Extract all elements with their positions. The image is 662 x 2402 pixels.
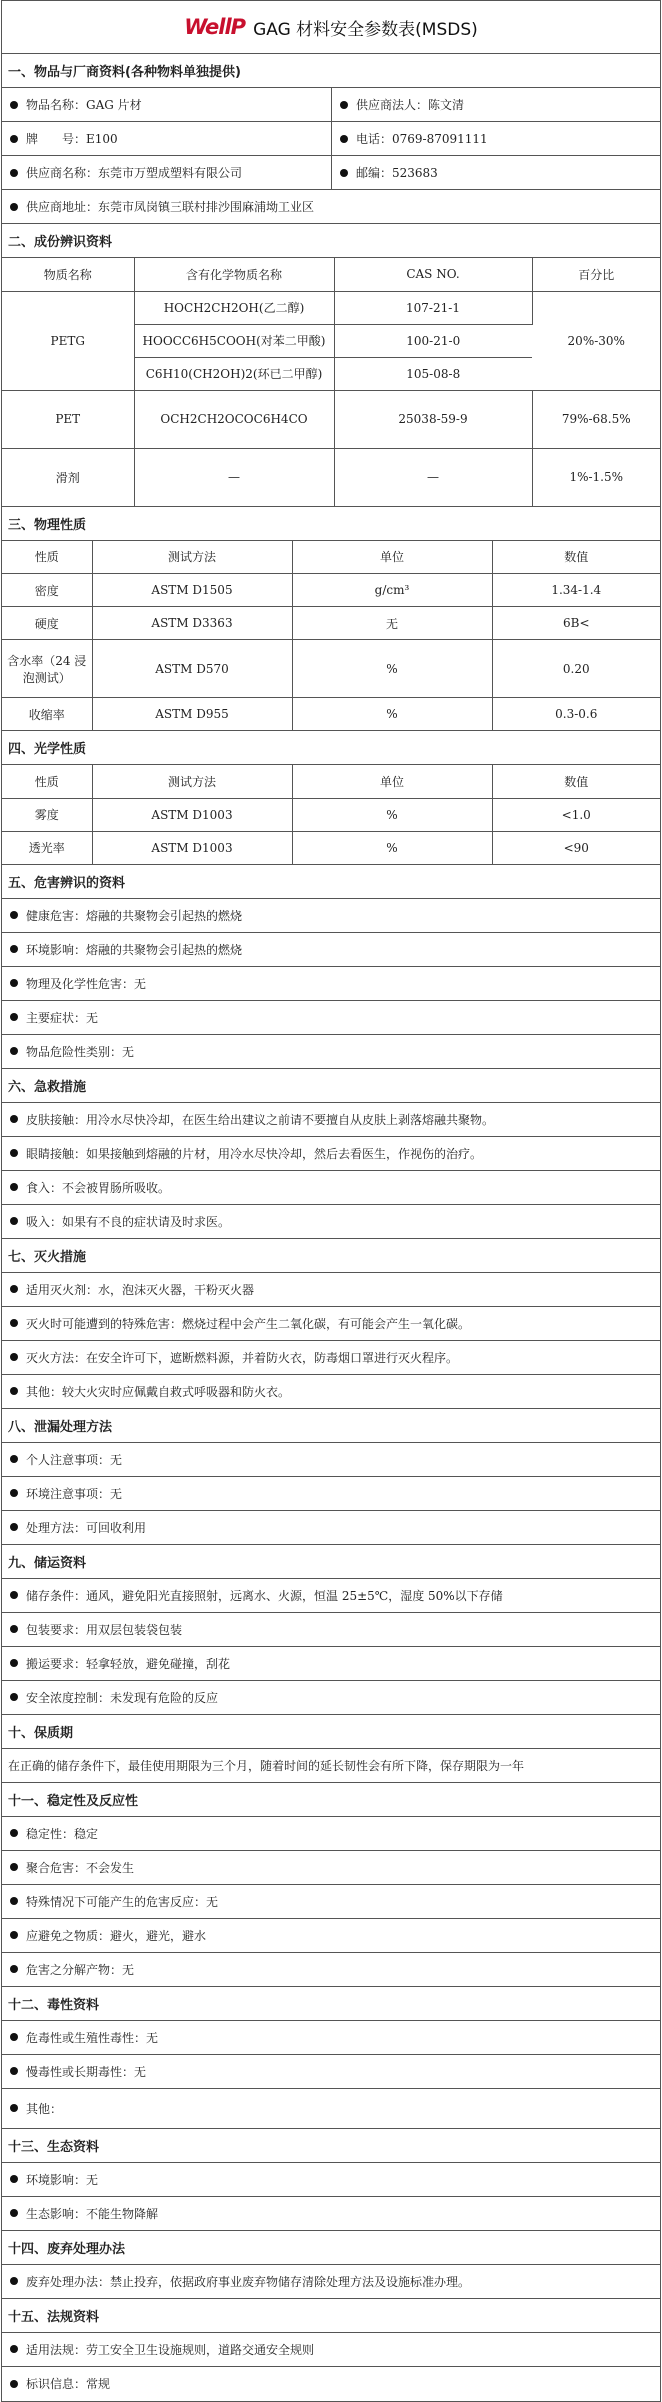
msds-document	[1, 0, 661, 2402]
item-text: 其他：	[26, 2101, 63, 2116]
table-header: 性质	[2, 765, 92, 798]
table-cell: 20%-30%	[532, 291, 660, 390]
table-cell: 密度	[2, 574, 92, 607]
table-row	[2, 640, 660, 698]
table-cell: ASTM D955	[92, 698, 292, 731]
phone: 电话：0769-87091111	[356, 132, 488, 146]
table-cell: —	[334, 448, 532, 506]
table-cell: PETG	[2, 291, 134, 390]
table-cell: ASTM D1505	[92, 574, 292, 607]
item-text: 环境影响：无	[26, 2172, 99, 2187]
info-row	[2, 88, 660, 122]
bullet-icon	[10, 1625, 18, 1633]
table-cell: —	[134, 448, 334, 506]
item-text: 生态影响：不能生物降解	[26, 2206, 159, 2221]
list-item	[2, 1443, 660, 1477]
section-title: 十、保质期	[2, 1715, 660, 1749]
table-header-row	[2, 258, 660, 291]
list-item	[2, 1817, 660, 1851]
table-cell: %	[292, 798, 492, 831]
table-row	[2, 607, 660, 640]
table-row	[2, 574, 660, 607]
bullet-icon	[10, 1149, 18, 1157]
table-header: 数值	[492, 765, 660, 798]
bullet-icon	[10, 135, 18, 143]
table-cell: 收缩率	[2, 698, 92, 731]
list-item	[2, 899, 660, 933]
section-title: 七、灭火措施	[2, 1239, 660, 1273]
list-item	[2, 1273, 660, 1307]
table-cell: 6B<	[492, 607, 660, 640]
table-cell: 105-08-8	[334, 357, 532, 390]
table-cell: 79%-68.5%	[532, 390, 660, 448]
table-header: 物质名称	[2, 258, 134, 291]
table-row	[2, 390, 660, 448]
table-header-row	[2, 541, 660, 574]
info-row	[2, 156, 660, 190]
info-row	[2, 190, 660, 224]
item-text: 物理及化学性危害：无	[26, 976, 147, 991]
table-cell: %	[292, 640, 492, 698]
supplier-rep: 供应商法人：陈文清	[356, 98, 465, 112]
bullet-icon	[10, 1523, 18, 1531]
table-cell: 1.34-1.4	[492, 574, 660, 607]
list-item	[2, 2197, 660, 2231]
item-text: 危毒性或生殖性毒性：无	[26, 2030, 159, 2045]
list-item	[2, 1919, 660, 1953]
section-title: 五、危害辨识的资料	[2, 865, 660, 899]
table-header: 测试方法	[92, 541, 292, 574]
bullet-icon	[340, 101, 348, 109]
document-header	[2, 1, 660, 54]
table-cell: OCH2CH2OCOC6H4CO	[134, 390, 334, 448]
section-title: 三、物理性质	[2, 507, 660, 541]
bullet-icon	[10, 1693, 18, 1701]
list-item	[2, 2021, 660, 2055]
bullet-icon	[10, 2345, 18, 2353]
table-cell: 透光率	[2, 831, 92, 864]
list-item	[2, 1375, 660, 1409]
table-cell: ASTM D1003	[92, 831, 292, 864]
bullet-icon	[10, 1897, 18, 1905]
table-header: CAS NO.	[334, 258, 532, 291]
table-header: 数值	[492, 541, 660, 574]
section-title: 六、急救措施	[2, 1069, 660, 1103]
item-text: 环境注意事项：无	[26, 1486, 123, 1501]
table-cell: %	[292, 698, 492, 731]
bullet-icon	[10, 1489, 18, 1497]
table-cell: ASTM D570	[92, 640, 292, 698]
table-cell: PET	[2, 390, 134, 448]
bullet-icon	[10, 1285, 18, 1293]
list-item	[2, 2089, 660, 2129]
table-cell: 硬度	[2, 607, 92, 640]
section-title: 十四、废弃处理办法	[2, 2231, 660, 2265]
list-item	[2, 967, 660, 1001]
section-title: 九、储运资料	[2, 1545, 660, 1579]
table-cell: 0.3-0.6	[492, 698, 660, 731]
list-item	[2, 2333, 660, 2367]
table-cell: g/cm³	[292, 574, 492, 607]
item-text: 标识信息：常规	[26, 2377, 111, 2391]
bullet-icon	[10, 945, 18, 953]
item-text: 适用灭火剂：水，泡沫灭火器，干粉灭火器	[26, 1282, 255, 1297]
list-item	[2, 1885, 660, 1919]
item-text: 特殊情况下可能产生的危害反应：无	[26, 1894, 219, 1909]
item-text: 健康危害：熔融的共聚物会引起热的燃烧	[26, 908, 243, 923]
supplier-name: 供应商名称：东莞市万塑成塑料有限公司	[26, 166, 243, 180]
bullet-icon	[340, 135, 348, 143]
bullet-icon	[10, 169, 18, 177]
brand-number: 牌 号：E100	[26, 132, 118, 146]
table-cell: 25038-59-9	[334, 390, 532, 448]
bullet-icon	[10, 1863, 18, 1871]
section-title: 十五、法规资料	[2, 2299, 660, 2333]
table-row	[2, 798, 660, 831]
postcode: 邮编：523683	[356, 166, 438, 180]
table-header: 含有化学物质名称	[134, 258, 334, 291]
bullet-icon	[10, 1319, 18, 1327]
list-item	[2, 1647, 660, 1681]
bullet-icon	[10, 2033, 18, 2041]
section-title: 十二、毒性资料	[2, 1987, 660, 2021]
table-row	[2, 831, 660, 864]
list-item	[2, 1001, 660, 1035]
bullet-icon	[10, 2209, 18, 2217]
bullet-icon	[340, 169, 348, 177]
bullet-icon	[10, 1659, 18, 1667]
brand-logo: WellP	[184, 15, 246, 39]
item-text: 其他：较大火灾时应佩戴自救式呼吸器和防火衣。	[26, 1384, 291, 1399]
list-item	[2, 2055, 660, 2089]
table-cell: HOOCC6H5COOH(对苯二甲酸)	[134, 324, 334, 357]
item-text: 应避免之物质：避火，避光，避水	[26, 1928, 207, 1943]
shelf-life-text: 在正确的储存条件下，最佳使用期限为三个月，随着时间的延长韧性会有所下降，保存期限为一年	[2, 1749, 660, 1783]
page-title: GAG 材料安全参数表(MSDS)	[253, 19, 478, 40]
physical-properties-table	[2, 541, 660, 732]
bullet-icon	[10, 101, 18, 109]
item-text: 废弃处理办法：禁止投弃，依据政府事业废弃物储存清除处理方法及设施标准办理。	[26, 2274, 471, 2289]
table-cell: 1%-1.5%	[532, 448, 660, 506]
item-text: 皮肤接触：用冷水尽快冷却，在医生给出建议之前请不要擅自从皮肤上剥落熔融共聚物。	[26, 1112, 495, 1127]
table-header: 单位	[292, 765, 492, 798]
bullet-icon	[10, 1047, 18, 1055]
table-cell: 滑剂	[2, 448, 134, 506]
section-title: 一、物品与厂商资料(各种物料单独提供)	[2, 54, 660, 88]
list-item	[2, 1851, 660, 1885]
item-text: 眼睛接触：如果接触到熔融的片材，用冷水尽快冷却，然后去看医生，作视伤的治疗。	[26, 1146, 483, 1161]
item-text: 处理方法：可回收利用	[26, 1520, 147, 1535]
optical-properties-table	[2, 765, 660, 865]
item-text: 灭火时可能遭到的特殊危害：燃烧过程中会产生二氧化碳，有可能会产生一氧化碳。	[26, 1316, 471, 1331]
list-item	[2, 2265, 660, 2299]
list-item	[2, 1341, 660, 1375]
table-cell: 无	[292, 607, 492, 640]
item-text: 安全浓度控制：未发现有危险的反应	[26, 1690, 219, 1705]
section-title: 十三、生态资料	[2, 2129, 660, 2163]
table-cell: <90	[492, 831, 660, 864]
table-row	[2, 448, 660, 506]
item-text: 物品危险性类别：无	[26, 1044, 135, 1059]
bullet-icon	[10, 203, 18, 211]
section-title: 四、光学性质	[2, 731, 660, 765]
list-item	[2, 1103, 660, 1137]
table-cell: 107-21-1	[334, 291, 532, 324]
bullet-icon	[10, 1353, 18, 1361]
list-item	[2, 2163, 660, 2197]
bullet-icon	[10, 1387, 18, 1395]
table-cell: %	[292, 831, 492, 864]
bullet-icon	[10, 1115, 18, 1123]
bullet-icon	[10, 1013, 18, 1021]
list-item	[2, 1035, 660, 1069]
list-item	[2, 1137, 660, 1171]
table-cell: HOCH2CH2OH(乙二醇)	[134, 291, 334, 324]
table-header: 单位	[292, 541, 492, 574]
bullet-icon	[10, 1931, 18, 1939]
composition-table	[2, 258, 660, 507]
bullet-icon	[10, 1455, 18, 1463]
list-item	[2, 1307, 660, 1341]
supplier-address: 供应商地址：东莞市凤岗镇三联村排沙围麻浦坳工业区	[26, 200, 315, 214]
table-header: 测试方法	[92, 765, 292, 798]
list-item	[2, 2367, 660, 2401]
info-row	[2, 122, 660, 156]
item-text: 储存条件：通风，避免阳光直接照射，远离水、火源，恒温 25±5℃，湿度 50%以下存储	[26, 1588, 503, 1603]
list-item	[2, 1171, 660, 1205]
list-item	[2, 1613, 660, 1647]
item-text: 聚合危害：不会发生	[26, 1860, 135, 1875]
table-header: 百分比	[532, 258, 660, 291]
bullet-icon	[10, 911, 18, 919]
bullet-icon	[10, 1829, 18, 1837]
table-header: 性质	[2, 541, 92, 574]
table-row	[2, 698, 660, 731]
bullet-icon	[10, 2277, 18, 2285]
bullet-icon	[10, 2104, 18, 2112]
table-cell: 含水率（24 浸泡测试）	[2, 640, 92, 698]
list-item	[2, 1205, 660, 1239]
item-text: 食入：不会被胃肠所吸收。	[26, 1180, 171, 1195]
table-cell: ASTM D3363	[92, 607, 292, 640]
item-text: 慢毒性或长期毒性：无	[26, 2064, 147, 2079]
bullet-icon	[10, 2067, 18, 2075]
table-header-row	[2, 765, 660, 798]
list-item	[2, 1579, 660, 1613]
product-name: 物品名称：GAG 片材	[26, 98, 142, 112]
bullet-icon	[10, 2175, 18, 2183]
item-text: 搬运要求：轻拿轻放，避免碰撞，刮花	[26, 1656, 231, 1671]
section-title: 八、泄漏处理方法	[2, 1409, 660, 1443]
item-text: 主要症状：无	[26, 1010, 99, 1025]
item-text: 稳定性：稳定	[26, 1826, 99, 1841]
item-text: 适用法规：劳工安全卫生设施规则，道路交通安全规则	[26, 2342, 315, 2357]
list-item	[2, 1953, 660, 1987]
item-text: 危害之分解产物：无	[26, 1962, 135, 1977]
list-item	[2, 933, 660, 967]
list-item	[2, 1511, 660, 1545]
list-item	[2, 1477, 660, 1511]
item-text: 环境影响：熔融的共聚物会引起热的燃烧	[26, 942, 243, 957]
table-cell: C6H10(CH2OH)2(环已二甲醇)	[134, 357, 334, 390]
item-text: 包装要求：用双层包装袋包装	[26, 1622, 183, 1637]
bullet-icon	[10, 2380, 18, 2388]
bullet-icon	[10, 1217, 18, 1225]
section-title: 十一、稳定性及反应性	[2, 1783, 660, 1817]
table-cell: 100-21-0	[334, 324, 532, 357]
section-title: 二、成份辨识资料	[2, 224, 660, 258]
bullet-icon	[10, 979, 18, 987]
table-row	[2, 291, 660, 324]
item-text: 灭火方法：在安全许可下，遮断燃料源，并着防火衣，防毒烟口罩进行灭火程序。	[26, 1350, 459, 1365]
table-cell: <1.0	[492, 798, 660, 831]
item-text: 吸入：如果有不良的症状请及时求医。	[26, 1214, 231, 1229]
list-item	[2, 1681, 660, 1715]
item-text: 个人注意事项：无	[26, 1452, 123, 1467]
table-cell: 雾度	[2, 798, 92, 831]
bullet-icon	[10, 1183, 18, 1191]
bullet-icon	[10, 1591, 18, 1599]
table-cell: 0.20	[492, 640, 660, 698]
table-cell: ASTM D1003	[92, 798, 292, 831]
bullet-icon	[10, 1965, 18, 1973]
